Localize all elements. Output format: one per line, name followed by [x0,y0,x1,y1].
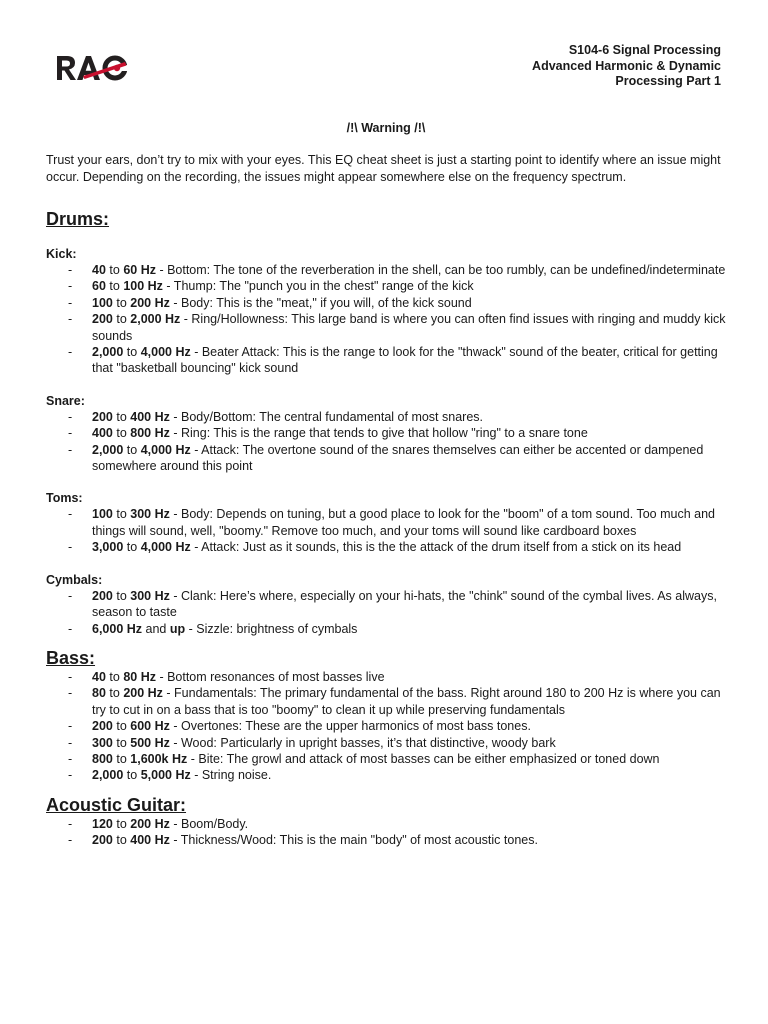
freq-high: 500 Hz [130,735,170,750]
range-connector: to [116,426,127,441]
toms-list [46,506,726,555]
list-item [46,409,726,425]
freq-low: 800 [92,751,113,766]
freq-low: 80 [92,686,106,701]
section-heading-acoustic-guitar: Acoustic Guitar: [46,794,187,815]
acoustic-guitar-list [46,816,726,849]
document-body [46,121,726,849]
freq-low: 120 [92,816,113,831]
freq-high: up [169,621,186,636]
freq-low: 200 [92,833,113,848]
course-title [532,43,721,90]
warning-heading: /!\ Warning /!\ [346,121,426,135]
list-item [46,262,726,278]
range-connector: to [109,279,120,294]
freq-low: 2,000 [92,345,124,360]
freq-high: 5,000 Hz [140,768,191,783]
course-title-line-2: Advanced Harmonic & Dynamic [532,58,721,73]
freq-low: 300 [92,735,113,750]
freq-high: 400 Hz [130,833,170,848]
freq-low: 3,000 [92,540,124,555]
list-item [46,311,726,344]
rac-logo [55,52,131,82]
freq-low: 200 [92,312,113,327]
item-description: - Attack: Just as it sounds, this is the the attack of the drum itself from a stick on its head [190,540,682,555]
freq-high: 100 Hz [123,279,163,294]
freq-low: 6,000 Hz [92,621,143,636]
range-connector: to [109,263,120,277]
range-connector: to [116,409,127,424]
freq-high: 4,000 Hz [140,540,191,555]
freq-high: 1,600k Hz [130,751,188,766]
range-connector: to [126,768,138,783]
range-connector: to [109,669,120,684]
range-connector: to [116,719,127,734]
item-description: - Attack: The overtone sound of the snares themselves can either be accented or dampened somewhere around this point [92,442,704,474]
subheading-kick: Kick: [46,247,77,261]
range-connector: to [116,295,127,310]
subheading-toms: Toms: [46,491,83,506]
range-connector: to [116,735,127,750]
list-item [46,669,726,685]
freq-high: 300 Hz [130,588,170,603]
freq-low: 100 [92,507,113,522]
freq-high: 4,000 Hz [140,442,191,457]
list-item [46,539,726,555]
range-connector: and [145,621,167,636]
freq-high: 600 Hz [130,719,170,734]
item-description: - Clank: Here’s where, especially on your hi-hats, the "chink" sound of the cymbal lives. As always, season to taste [92,588,717,620]
range-connector: to [116,816,127,831]
list-item [46,621,726,637]
freq-high: 200 Hz [130,295,170,310]
cymbals-list [46,588,726,637]
subheading-cymbals: Cymbals: [46,572,103,587]
item-description: - Boom/Body. [169,816,249,831]
list-item [46,344,726,377]
list-item [46,685,726,718]
list-item [46,425,726,441]
item-description: - Wood: Particularly in upright basses, it’s that distinctive, woody bark [169,735,556,750]
range-connector: to [116,833,127,848]
range-connector: to [116,507,127,522]
course-title-line-3: Processing Part 1 [615,74,721,88]
freq-high: 300 Hz [130,507,170,522]
item-description: - Beater Attack: This is the range to look for the "thwack" sound of the beater, critical for getting that "basketball bouncing" kick sound [92,345,718,376]
item-description: - Bottom: The tone of the reverberation in the shell, can be too rumbly, can be undefined/indeterminate [155,263,726,277]
list-item [46,832,726,848]
item-description: - Sizzle: brightness of cymbals [185,621,358,636]
list-item [46,751,726,767]
section-heading-drums: Drums: [46,209,110,229]
freq-high: 4,000 Hz [140,345,191,360]
item-description: - Body/Bottom: The central fundamental of most snares. [169,409,483,424]
subheading-snare: Snare: [46,393,85,408]
range-connector: to [116,588,127,603]
item-description: - Ring/Hollowness: This large band is where you can often find issues with ringing and muddy kick sounds [92,312,726,343]
freq-low: 200 [92,719,113,734]
item-description: - Bottom resonances of most basses live [155,669,385,684]
range-connector: to [116,312,127,327]
list-item [46,442,726,475]
item-description: - String noise. [190,768,272,783]
freq-low: 60 [92,279,106,294]
range-connector: to [109,686,120,701]
freq-high: 400 Hz [130,409,170,424]
range-connector: to [126,540,138,555]
bass-list [46,669,726,784]
list-item [46,816,726,832]
range-connector: to [126,345,138,360]
range-connector: to [126,442,138,457]
freq-low: 2,000 [92,442,124,457]
item-description: - Body: Depends on tuning, but a good place to look for the "boom" of a tom sound. Too much and things will sound, well, "boomy." Remove too much, and your toms will sound like cardboard boxes [92,507,715,538]
freq-high: 2,000 Hz [130,312,181,327]
list-item [46,506,726,539]
freq-low: 200 [92,409,113,424]
section-heading-bass: Bass: [46,647,96,668]
freq-high: 60 Hz [123,263,156,277]
intro-paragraph: Trust your ears, don’t try to mix with your eyes. This EQ cheat sheet is just a starting point to identify where an issue might occur. Depending on the recording, the issues might appear somewhere else on the frequency spectrum. [46,153,721,184]
list-item [46,735,726,751]
freq-low: 100 [92,295,113,310]
freq-low: 2,000 [92,768,124,783]
list-item [46,718,726,734]
freq-high: 200 Hz [123,686,163,701]
item-description: - Ring: This is the range that tends to give that hollow "ring" to a snare tone [169,426,588,441]
freq-low: 400 [92,426,113,441]
item-description: - Overtones: These are the upper harmonics of most bass tones. [169,719,531,734]
list-item [46,767,726,783]
snare-list [46,409,726,475]
item-description: - Bite: The growl and attack of most basses can be either emphasized or toned down [187,751,660,766]
freq-high: 80 Hz [123,669,156,684]
freq-low: 40 [92,669,106,684]
item-description: - Thickness/Wood: This is the main "body" of most acoustic tones. [169,833,538,848]
freq-high: 200 Hz [130,816,170,831]
freq-low: 200 [92,588,113,603]
item-description: - Thump: The "punch you in the chest" range of the kick [162,279,474,294]
list-item [46,588,726,621]
freq-high: 800 Hz [130,426,170,441]
range-connector: to [116,751,127,766]
item-description: - Fundamentals: The primary fundamental of the bass. Right around 180 to 200 Hz is where you can try to cut in on a bass that is too "boomy" to clean it up while preserving fundamentals [92,686,721,717]
course-title-line-1: S104-6 Signal Processing [568,43,721,57]
freq-low: 40 [92,263,106,277]
list-item [46,295,726,311]
list-item [46,278,726,294]
item-description: - Body: This is the "meat," if you will, of the kick sound [169,295,472,310]
kick-list [46,262,726,377]
